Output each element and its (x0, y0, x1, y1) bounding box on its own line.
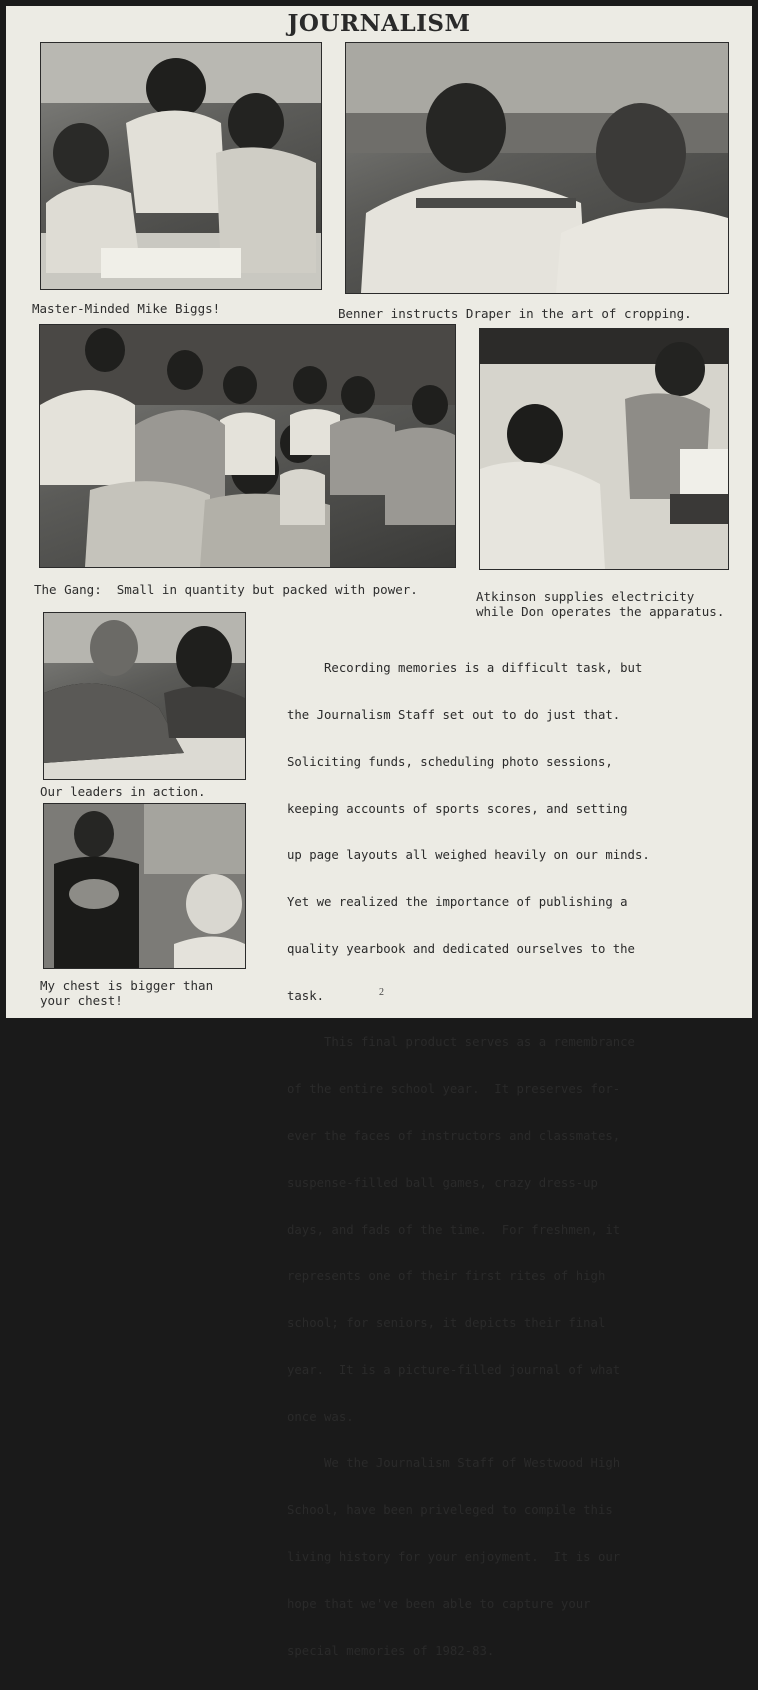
article-line: the Journalism Staff set out to do just that. (287, 707, 621, 722)
article-line: days, and fads of the time. For freshmen, it (287, 1222, 621, 1237)
article-line: up page layouts all weighed heavily on our minds. (287, 848, 650, 863)
article-line: special memories of 1982-83. (287, 1643, 495, 1658)
article-line: We the Journalism Staff of Westwood High (287, 1456, 621, 1471)
yearbook-page (6, 6, 752, 1658)
article-line: year. It is a picture-filled journal of what (287, 1362, 621, 1377)
article-body (287, 630, 727, 1690)
page-title: JOURNALISM (287, 10, 471, 37)
article-line: This final product serves as a remembrance (287, 1035, 635, 1050)
caption-electricity-2: while Don operates the apparatus. (476, 604, 725, 619)
photo-electricity (479, 328, 729, 570)
photo-cropping (345, 42, 729, 294)
caption-cropping: Benner instructs Draper in the art of cropping. (338, 306, 692, 321)
caption-mike-biggs: Master-Minded Mike Biggs! (32, 301, 221, 316)
article-line: represents one of their first rites of high (287, 1269, 606, 1284)
caption-leaders: Our leaders in action. (40, 784, 206, 799)
article-line: task. (287, 988, 325, 1003)
article-line: of the entire school year. It preserves for- (287, 1082, 621, 1097)
photo-the-gang (39, 324, 456, 568)
article-line: Soliciting funds, scheduling photo sessions, (287, 754, 613, 769)
article-line: School, have been priveleged to compile this (287, 1503, 613, 1518)
caption-the-gang: The Gang: Small in quantity but packed with power. (34, 582, 418, 597)
article-line: keeping accounts of sports scores, and setting (287, 801, 628, 816)
photo-leaders (43, 612, 246, 780)
article-line: Yet we realized the importance of publishing a (287, 895, 628, 910)
article-line: once was. (287, 1409, 354, 1424)
article-line: hope that we've been able to capture your (287, 1596, 591, 1611)
article-line: suspense-filled ball games, crazy dress-up (287, 1175, 598, 1190)
article-line: school; for seniors, it depicts their final (287, 1316, 606, 1331)
photo-chest (43, 803, 246, 969)
caption-chest-2: your chest! (40, 993, 123, 1008)
photo-mike-biggs (40, 42, 322, 290)
article-line: quality yearbook and dedicated ourselves to the (287, 941, 635, 956)
page-number: 2 (379, 987, 384, 998)
article-line: living history for your enjoyment. It is our (287, 1550, 621, 1565)
caption-electricity-1: Atkinson supplies electricity (476, 589, 695, 604)
article-line: ever the faces of instructors and classmates, (287, 1129, 621, 1143)
article-line: Recording memories is a difficult task, but (287, 661, 643, 676)
caption-chest-1: My chest is bigger than (40, 978, 214, 993)
